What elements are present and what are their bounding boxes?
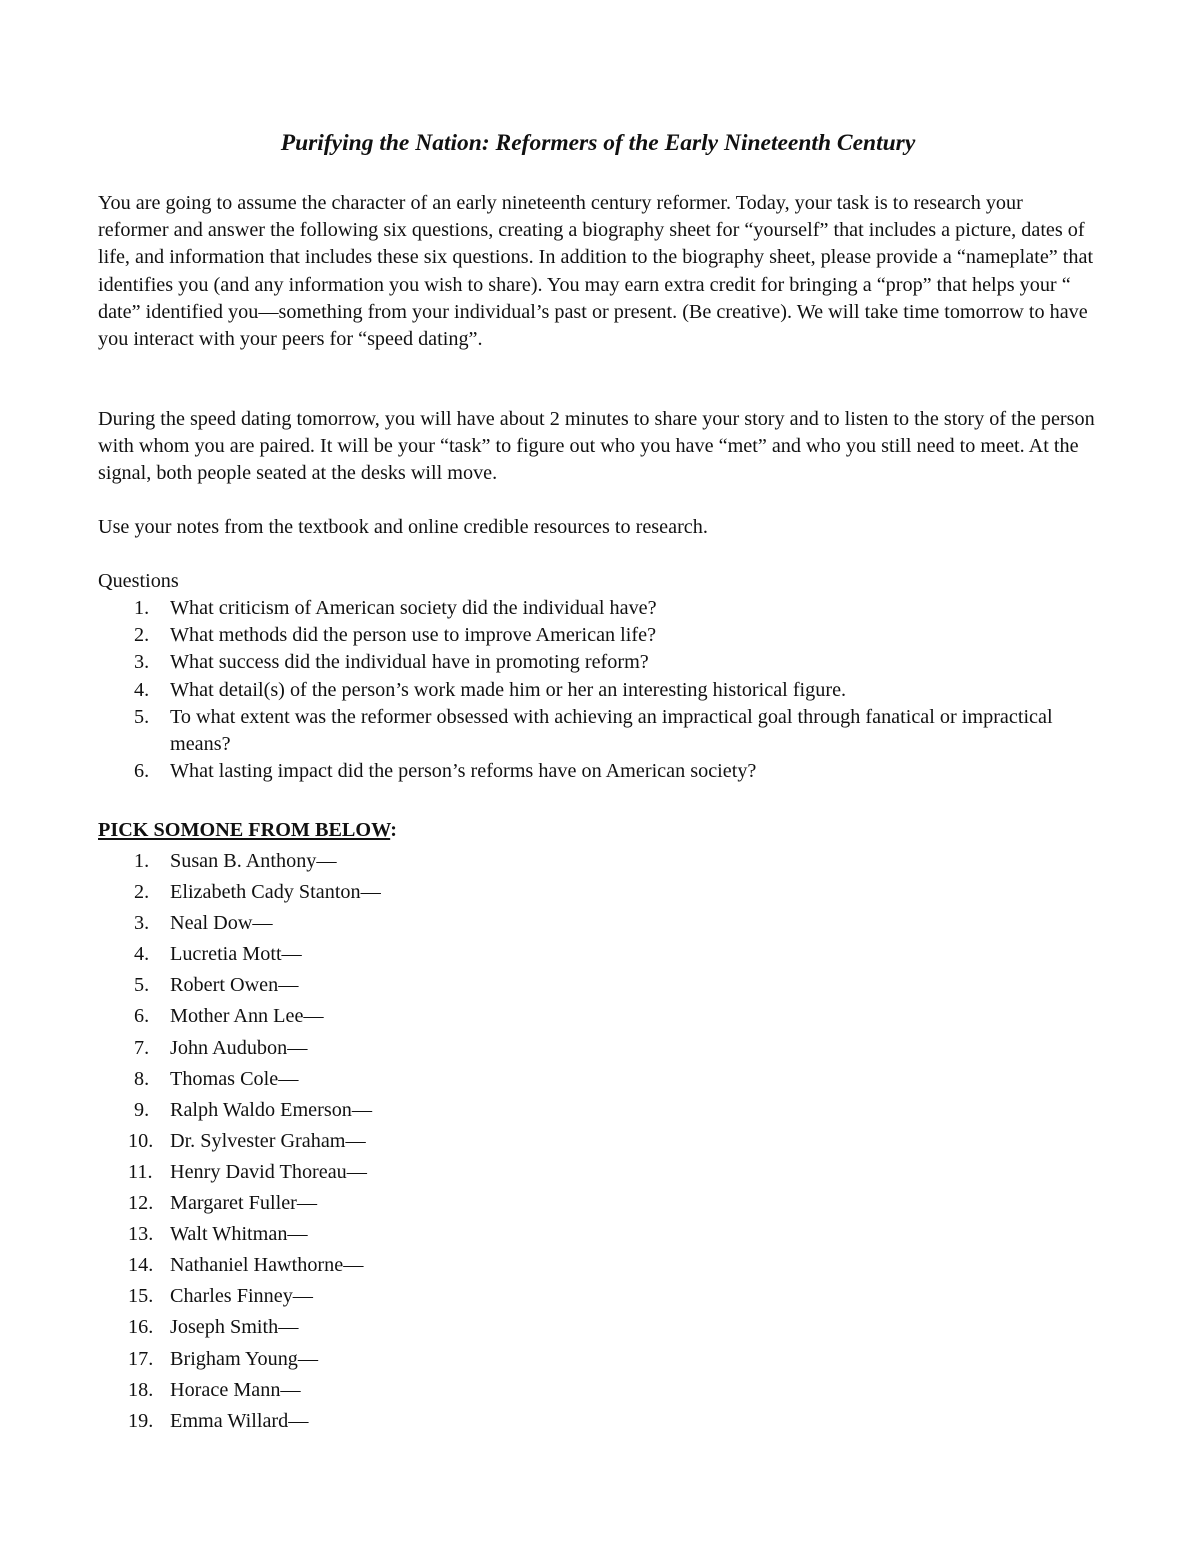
item-number: 11. [128,1160,153,1183]
speed-dating-paragraph: During the speed dating tomorrow, you will have about 2 minutes to share your story and to listen to the story of the person with whom you are paired. It will be your “task” to figure out who you have “met” and who you still need to meet. At the signal, both people seated at the desks will move. [98,408,1095,485]
intro-paragraph: You are going to assume the character of an early nineteenth century reformer. Today, your task is to research your reformer and answer the following six questions, creating a biography sheet for “yourself” that includes a picture, dates of life, and information that includes these six questions. In addition to the biography sheet, please provide a “nameplate” that identifies you (and any information you wish to share). You may earn extra credit for bringing a “prop” that helps your “ date” identified you—something from your individual’s past or present. (Be creative). We will take time tomorrow to have you interact with your peers for “speed dating”. [98,192,1094,351]
question-number: 2. [134,624,150,647]
reformer-name: Walt Whitman— [170,1223,308,1246]
list-item [98,1033,698,1064]
reformer-name: John Audubon— [170,1036,308,1059]
pick-heading-colon: : [390,819,397,841]
question-text: What detail(s) of the person’s work made him or her an interesting historical figure. [170,678,847,701]
reformer-name: Margaret Fuller— [170,1192,318,1215]
item-number: 7. [134,1036,150,1059]
reformer-name: Mother Ann Lee— [170,1005,324,1028]
question-item [98,704,1098,758]
list-item [98,846,698,877]
item-number: 1. [134,850,150,872]
list-item [98,1126,698,1157]
pick-heading-text: PICK SOMONE FROM BELOW [98,819,391,841]
list-item [98,1219,698,1250]
reformer-name: Thomas Cole— [170,1067,299,1090]
list-item [98,1188,698,1219]
page-title: Purifying the Nation: Reformers of the Early Nineteenth Century [280,130,916,156]
questions-list [98,595,1098,785]
item-number: 15. [128,1285,154,1308]
item-number: 14. [128,1254,154,1277]
item-number: 18. [128,1378,154,1401]
question-item [98,677,1098,704]
reformer-name: Susan B. Anthony— [170,850,337,872]
list-item [98,1095,698,1126]
reformer-name: Neal Dow— [170,912,273,935]
question-text: To what extent was the reformer obsessed with achieving an impractical goal through fanatical or impractical means? [170,705,1053,756]
item-number: 4. [134,943,150,966]
question-item [98,595,1098,622]
item-number: 13. [128,1223,154,1246]
reformer-name: Nathaniel Hawthorne— [170,1254,364,1277]
item-number: 6. [134,1005,150,1028]
list-item [98,877,698,908]
list-item [98,1064,698,1095]
list-item [98,1250,698,1281]
reformers-list [98,846,698,1437]
item-number: 8. [134,1067,150,1090]
question-text: What success did the individual have in promoting reform? [170,651,649,674]
list-item [98,1001,698,1032]
list-item [98,908,698,939]
question-number: 4. [134,678,150,701]
reformer-name: Charles Finney— [170,1285,313,1308]
reformer-name: Brigham Young— [170,1347,319,1370]
question-text: What lasting impact did the person’s reforms have on American society? [170,760,757,783]
item-number: 5. [134,974,150,997]
question-item [98,758,1098,785]
question-text: What methods did the person use to improve American life? [170,624,657,647]
item-number: 3. [134,912,150,935]
list-item [98,1375,698,1406]
list-item [98,939,698,970]
list-item [98,1157,698,1188]
reformer-name: Joseph Smith— [170,1316,299,1339]
list-item [98,1406,698,1437]
item-number: 19. [128,1409,154,1432]
question-item [98,622,1098,649]
reformer-name: Ralph Waldo Emerson— [170,1098,373,1121]
list-item [98,970,698,1001]
reformer-name: Lucretia Mott— [170,943,302,966]
questions-heading: Questions [98,570,179,592]
reformer-name: Dr. Sylvester Graham— [170,1129,366,1152]
question-number: 5. [134,705,150,728]
item-number: 2. [134,881,150,904]
item-number: 16. [128,1316,154,1339]
item-number: 9. [134,1098,150,1121]
list-item [98,1312,698,1343]
item-number: 17. [128,1347,154,1370]
item-number: 10. [128,1129,154,1152]
question-item [98,649,1098,676]
list-item [98,1281,698,1312]
reformer-name: Horace Mann— [170,1378,301,1401]
item-number: 12. [128,1192,154,1215]
reformer-name: Robert Owen— [170,974,299,997]
list-item [98,1344,698,1375]
question-number: 1. [134,597,150,619]
reformer-name: Elizabeth Cady Stanton— [170,881,381,904]
reformer-name: Emma Willard— [170,1409,309,1432]
question-number: 3. [134,651,150,674]
resources-paragraph: Use your notes from the textbook and online credible resources to research. [98,516,708,538]
question-number: 6. [134,760,150,783]
reformer-name: Henry David Thoreau— [170,1160,367,1183]
question-text: What criticism of American society did the individual have? [170,597,657,619]
pick-heading [98,817,397,844]
